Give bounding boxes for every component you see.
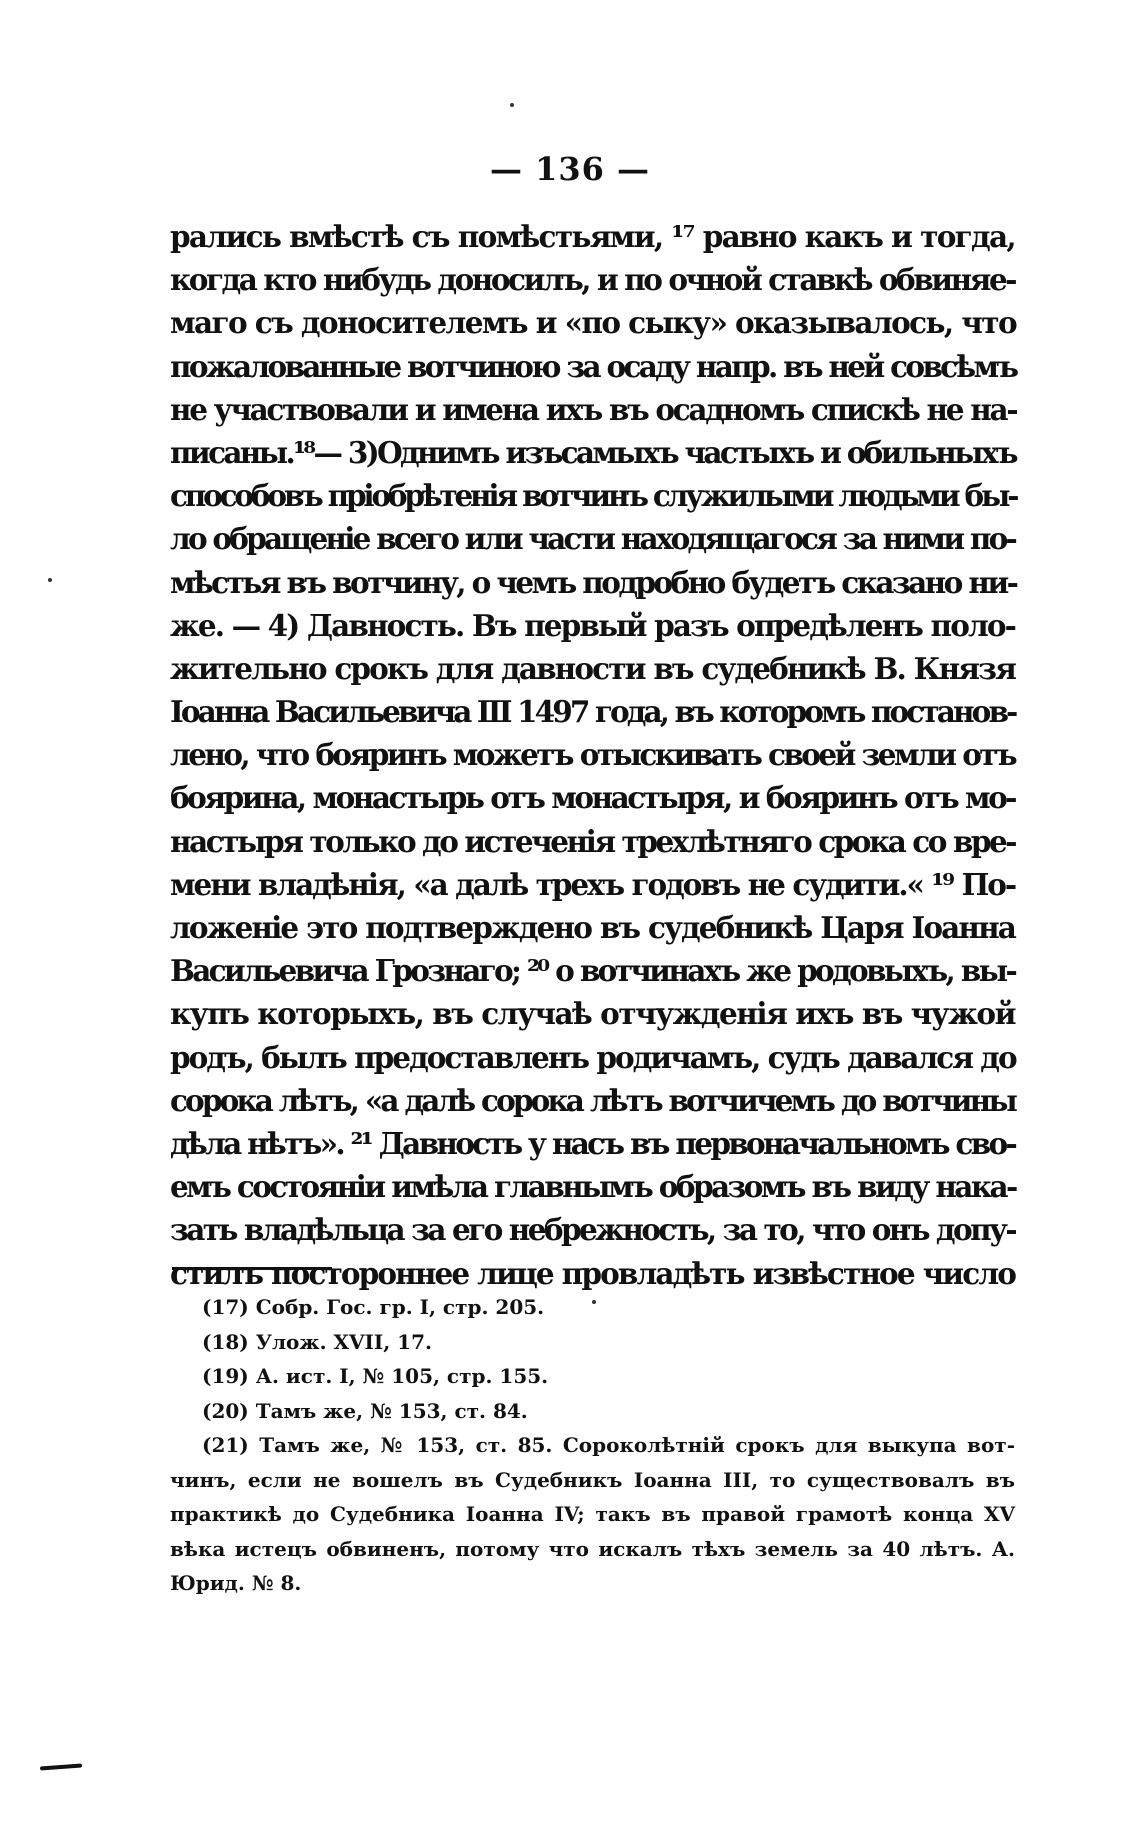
- footnote: (18) Улож. XVII, 17.: [202, 1329, 432, 1354]
- print-speck: [510, 103, 514, 107]
- footnote-continuation: практикѣ до Судебника Іоанна IV; такъ въ правой грамотѣ конца XV: [170, 1502, 1015, 1526]
- footnote: (21) Тамъ же, № 153, ст. 85. Сороколѣтній срокъ для выкупа вот-: [202, 1433, 1015, 1457]
- text-line: жительно срокъ для давности въ судебникѣ В. Князя: [170, 650, 1015, 686]
- footnote: (20) Тамъ же, № 153, ст. 84.: [202, 1398, 528, 1423]
- footnote-continuation: Юрид. № 8.: [170, 1571, 302, 1595]
- text-line: же. — 4) Давность. Въ первый разъ опредѣленъ поло-: [170, 607, 1015, 643]
- footnote-continuation: чинъ, если не вошелъ въ Судебникъ Іоанна III, то существовалъ въ: [170, 1467, 1015, 1492]
- footnote-continuation: вѣка истецъ обвиненъ, потому что искалъ тѣхъ земель за 40 лѣтъ. А.: [170, 1536, 1015, 1561]
- footnote-divider: [172, 1267, 332, 1270]
- text-line: сорока лѣтъ, «а далѣ сорока лѣтъ вотчичемъ до вотчины: [170, 1082, 1015, 1118]
- text-line: емъ состояніи имѣла главнымъ образомъ въ виду нака-: [170, 1169, 1016, 1205]
- footnote: (17) Собр. Гос. гр. I, стр. 205.: [202, 1295, 545, 1319]
- text-line: дѣла нѣтъ». ²¹ Давность у насъ въ первоначальномъ сво-: [170, 1125, 1015, 1161]
- text-line: мѣстья въ вотчину, о чемъ подробно будетъ сказано ни-: [170, 564, 1017, 600]
- text-line: когда кто нибудь доносилъ, и по очной ставкѣ обвиняе-: [170, 262, 1015, 298]
- text-line: способовъ пріобрѣтенія вотчинъ служилыми людьми бы-: [170, 478, 1017, 514]
- page-number: — 136 —: [489, 150, 651, 188]
- text-line: мени владѣнія, «а далѣ трехъ годовъ не судити.« ¹⁹ По-: [170, 866, 1015, 902]
- text-line: ло обращеніе всего или части находящагося за ними по-: [170, 521, 1015, 557]
- text-line: родъ, былъ предоставленъ родичамъ, судъ давался до: [170, 1039, 1016, 1075]
- text-line: не участвовали и имена ихъ въ осадномъ спискѣ не на-: [170, 391, 1017, 427]
- text-line: ложеніе это подтверждено въ судебникѣ Царя Іоанна: [170, 910, 1015, 945]
- body-text: [170, 215, 1015, 1295]
- text-line: маго съ доносителемъ и «по сыку» оказывалось, что: [170, 305, 1017, 341]
- text-line: Васильевича Грознаго; ²⁰ о вотчинахъ же родовыхъ, вы-: [170, 953, 1015, 989]
- margin-mark: [40, 1764, 82, 1771]
- text-line: рались вмѣстѣ съ помѣстьями, ¹⁷ равно какъ и тогда,: [170, 219, 1015, 254]
- text-line: писаны.¹⁸— 3)Однимъ изъсамыхъ частыхъ и обильныхъ: [170, 434, 1016, 470]
- text-line: боярина, монастырь отъ монастыря, и бояринъ отъ мо-: [170, 780, 1015, 816]
- footnote: (19) А. ист. I, № 105, стр. 155.: [202, 1364, 549, 1388]
- text-line: Іоанна Васильевича III 1497 года, въ которомъ постанов-: [170, 694, 1016, 730]
- text-line: зать владѣльца за его небрежность, за то, что онъ допу-: [170, 1212, 1015, 1248]
- text-line: стилъ постороннее лице провладѣть извѣстное число: [170, 1255, 1015, 1291]
- text-line: настыря только до истеченія трехлѣтняго срока со вре-: [170, 823, 1015, 859]
- text-line: лено, что бояринъ можетъ отыскивать своей земли отъ: [170, 737, 1015, 773]
- print-speck: [48, 578, 52, 582]
- text-line: купъ которыхъ, въ случаѣ отчужденія ихъ въ чужой: [170, 996, 1015, 1032]
- text-line: пожалованные вотчиною за осаду напр. въ ней совсѣмъ: [170, 348, 1017, 384]
- footnotes: [170, 1290, 1015, 1601]
